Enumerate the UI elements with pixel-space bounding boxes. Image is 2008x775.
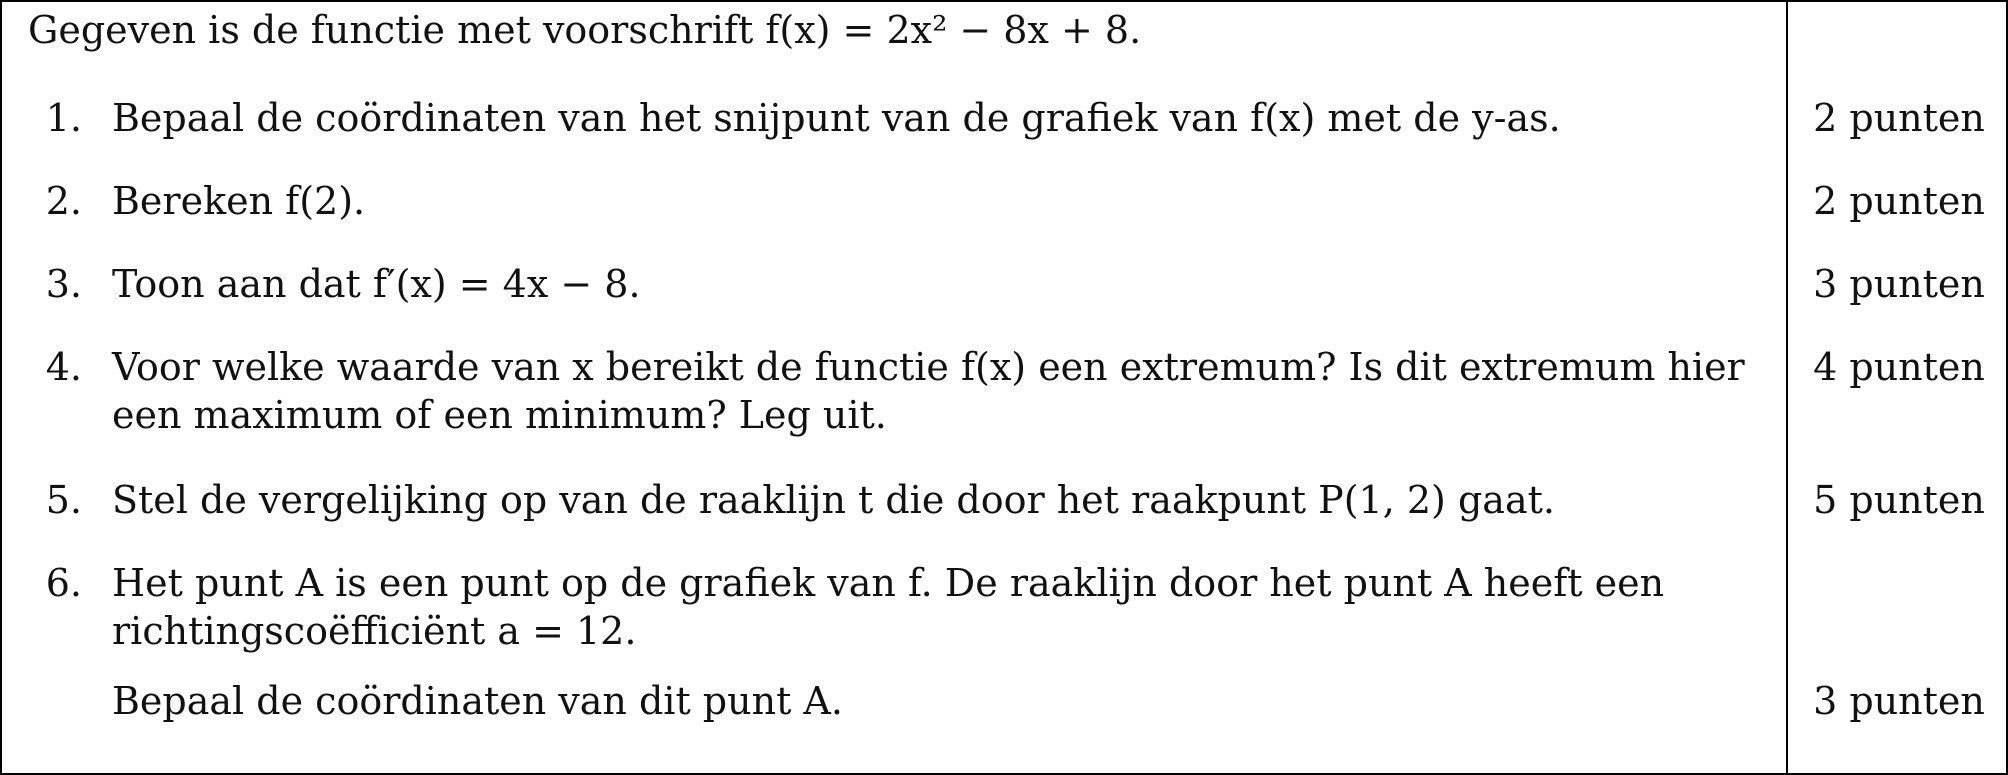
question-1-points: 2 punten — [1813, 96, 1985, 140]
question-2-points: 2 punten — [1813, 179, 1985, 223]
question-5-number: 5. — [45, 478, 82, 522]
question-5-points: 5 punten — [1813, 478, 1985, 522]
question-3-number: 3. — [45, 262, 82, 306]
question-3-points: 3 punten — [1813, 262, 1985, 306]
question-6-text: Het punt A is een punt op de grafiek van f. De raaklijn door het punt A heeft een richtingscoëfficiënt a = 12. — [112, 561, 1665, 653]
question-4-text: Voor welke waarde van x bereikt de functie f(x) een extremum? Is dit extremum hier een maximum of een minimum? Leg uit. — [112, 345, 1745, 437]
question-1-number: 1. — [45, 96, 82, 140]
question-3-text: Toon aan dat f′(x) = 4x − 8. — [112, 262, 641, 306]
question-1-text: Bepaal de coördinaten van het snijpunt van de grafiek van f(x) met de y-as. — [112, 96, 1561, 140]
question-6-points: 3 punten — [1813, 679, 1985, 723]
question-4-number: 4. — [45, 345, 82, 389]
question-6-number: 6. — [45, 561, 82, 605]
intro-text: Gegeven is de functie met voorschrift f(x) = 2x² − 8x + 8. — [28, 8, 1142, 52]
question-4-points: 4 punten — [1813, 345, 1985, 389]
question-2-number: 2. — [45, 179, 82, 223]
question-6-followup: Bepaal de coördinaten van dit punt A. — [112, 679, 843, 723]
question-5-text: Stel de vergelijking op van de raaklijn t die door het raakpunt P(1, 2) gaat. — [112, 478, 1555, 522]
question-2-text: Bereken f(2). — [112, 179, 366, 223]
